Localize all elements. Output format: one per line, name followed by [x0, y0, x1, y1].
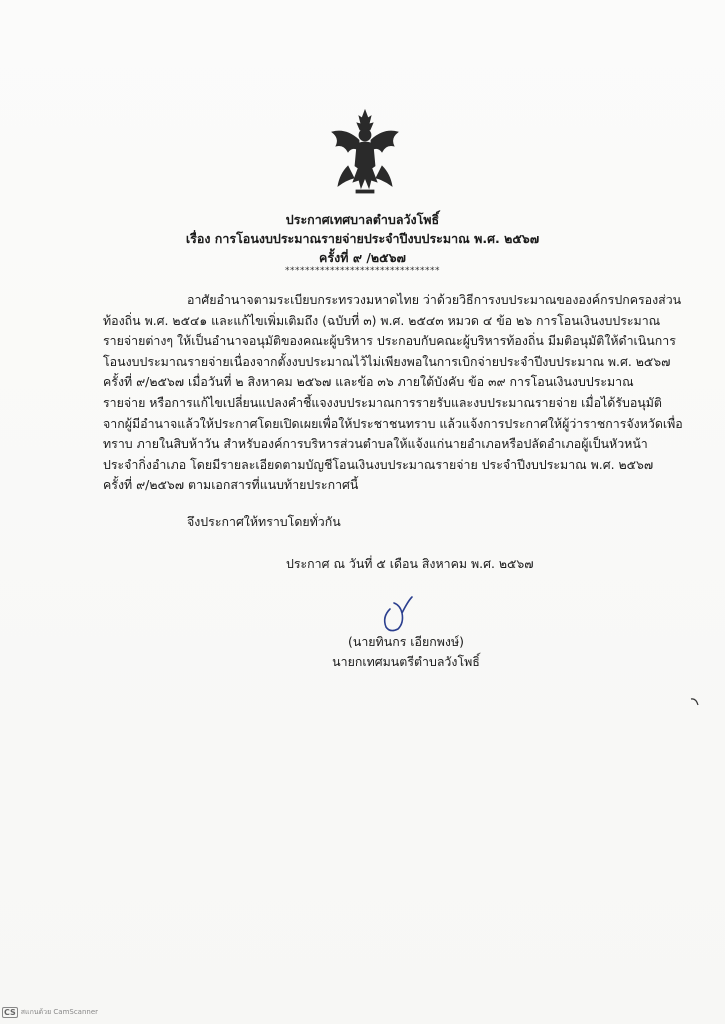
body-line: ทราบ ภายในสิบห้าวัน สำหรับองค์การบริหารส่วนตำบลให้แจ้งแก่นายอำเภอหรือปลัดอำเภอผู้เป็นหัวหน้า	[103, 436, 648, 452]
body-line: ท้องถิ่น พ.ศ. ๒๕๔๑ และแก้ไขเพิ่มเติมถึง (ฉบับที่ ๓) พ.ศ. ๒๕๔๓ หมวด ๔ ข้อ ๒๖ การโอนเงินงบประมาณ	[103, 312, 661, 328]
document-subject: เรื่อง การโอนงบประมาณรายจ่ายประจำปีงบประมาณ พ.ศ. ๒๕๖๗	[185, 231, 540, 246]
pen-mark	[690, 697, 700, 707]
signer-name: (นายทินกร เอียกพงษ์)	[348, 634, 464, 649]
handwritten-signature	[368, 595, 428, 635]
scanner-label: สแกนด้วย CamScanner	[20, 1008, 99, 1016]
body-line: รายจ่าย หรือการแก้ไขเปลี่ยนแปลงคำชี้แจงงบประมาณการรายรับและงบประมาณรายจ่าย เมื่อได้รับอนุมัติ	[103, 394, 662, 410]
body-line: โอนงบประมาณรายจ่ายเนื่องจากตั้งงบประมาณไว้ไม่เพียงพอในการเบิกจ่ายประจำปีงบประมาณ พ.ศ. ๒๕๖๗	[103, 353, 671, 369]
signer-title: นายกเทศมนตรีตำบลวังโพธิ์	[332, 654, 480, 669]
body-line: ครั้งที่ ๙/๒๕๖๗ ตามเอกสารที่แนบท้ายประกาศนี้	[103, 477, 359, 493]
body-paragraph	[103, 290, 683, 496]
camscanner-logo-icon: CS	[4, 1008, 16, 1017]
body-line: ครั้งที่ ๙/๒๕๖๗ เมื่อวันที่ ๒ สิงหาคม ๒๕๖๗ และข้อ ๓๖ ภายใต้บังคับ ข้อ ๓๙ การโอนเงินงบประมาณ	[103, 374, 634, 390]
signer-block	[296, 632, 516, 672]
document-issue-number: ครั้งที่ ๙ /๒๕๖๗	[319, 250, 406, 265]
body-line: รายจ่ายต่างๆ ให้เป็นอำนาจอนุมัติของคณะผู้บริหาร ประกอบกับคณะผู้บริหารท้องถิ่น มีมติอนุมัติให้ดำเนินการ	[103, 333, 676, 349]
body-line: ประจำกิ่งอำเภอ โดยมีรายละเอียดตามบัญชีโอนเงินงบประมาณรายจ่าย ประจำปีงบประมาณ พ.ศ. ๒๕๖๗	[103, 456, 654, 472]
body-line: จากผู้มีอำนาจแล้วให้ประกาศโดยเปิดเผยเพื่อให้ประชาชนทราบ แล้วแจ้งการประกาศให้ผู้ว่าราชการจังหวัดเพื่อ	[103, 415, 683, 431]
document-title: ประกาศเทศบาลตำบลวังโพธิ์	[285, 212, 440, 227]
announcement-date: ประกาศ ณ วันที่ ๕ เดือน สิงหาคม พ.ศ. ๒๕๖๗	[286, 556, 534, 571]
body-line: อาศัยอำนาจตามระเบียบกระทรวงมหาดไทย ว่าด้วยวิธีการงบประมาณขององค์กรปกครองส่วน	[187, 292, 682, 307]
scanner-watermark	[2, 1007, 98, 1018]
separator-line: *******************************	[285, 266, 440, 276]
closing-statement: จึงประกาศให้ทราบโดยทั่วกัน	[187, 514, 341, 529]
garuda-emblem-icon	[326, 108, 404, 196]
